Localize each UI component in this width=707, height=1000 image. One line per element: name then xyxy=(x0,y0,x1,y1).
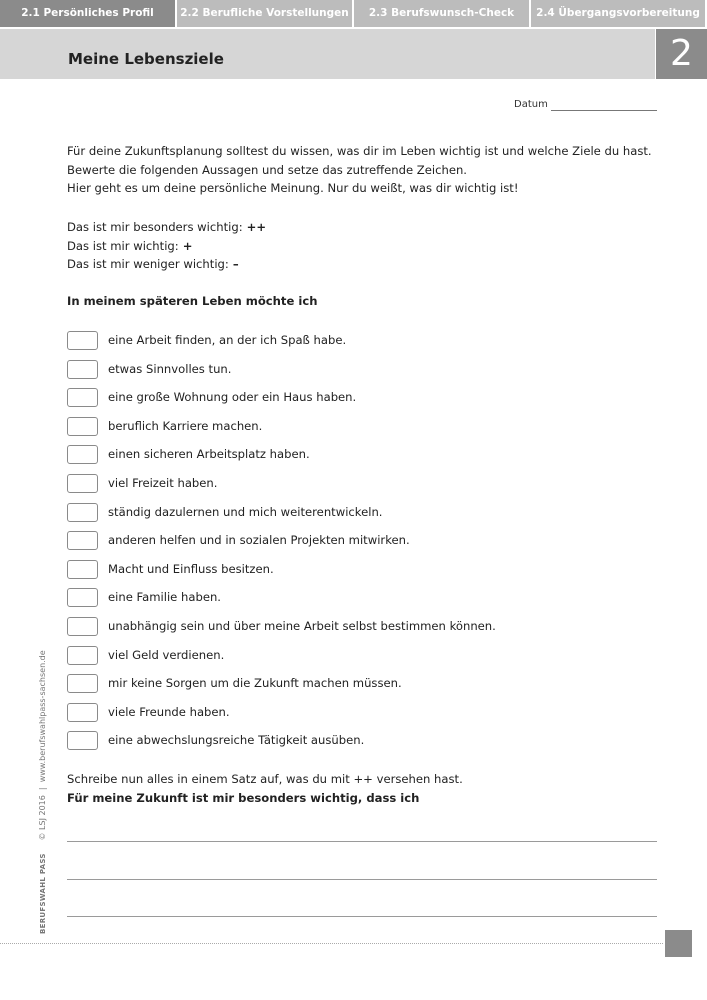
intro-line: Bewerte die folgenden Aussagen und setze das zutreffende Zeichen. xyxy=(67,162,467,177)
section-tabs xyxy=(0,0,707,27)
legend-row xyxy=(67,218,266,237)
tab-uebergangsvorbereitung[interactable]: 2.4 Übergangsvorbereitung xyxy=(531,0,705,27)
legend-row xyxy=(67,237,266,256)
rating-legend xyxy=(67,218,266,274)
list-item xyxy=(67,560,627,580)
legend-text: Das ist mir wichtig: xyxy=(67,238,179,253)
item-text: eine große Wohnung oder ein Haus haben. xyxy=(108,390,357,405)
rating-box[interactable] xyxy=(67,503,98,522)
rating-box[interactable] xyxy=(67,474,98,493)
copyright: © LSJ 2016 xyxy=(38,795,47,841)
rating-box[interactable] xyxy=(67,674,98,693)
item-text: einen sicheren Arbeitsplatz haben. xyxy=(108,447,310,462)
legend-text: Das ist mir besonders wichtig: xyxy=(67,220,243,234)
rating-box[interactable] xyxy=(67,360,98,379)
rating-box[interactable] xyxy=(67,531,98,550)
answer-line[interactable] xyxy=(67,916,657,917)
summary-prompt: Für meine Zukunft ist mir besonders wichtig, dass ich xyxy=(67,790,420,805)
intro-text xyxy=(67,142,652,198)
rating-box[interactable] xyxy=(67,417,98,436)
item-text: mir keine Sorgen um die Zukunft machen müssen. xyxy=(108,676,402,691)
item-text: eine Familie haben. xyxy=(108,590,221,605)
list-item xyxy=(67,674,627,694)
tab-berufswunsch-check[interactable]: 2.3 Berufswunsch-Check xyxy=(354,0,529,27)
legend-symbol: ++ xyxy=(246,220,267,234)
item-text: viel Freizeit haben. xyxy=(108,476,218,490)
footer-side-text: BERUFSWAHL PASS © LSJ 2016 | www.berufswahlpass-sachsen.de xyxy=(38,650,47,934)
intro-line: Hier geht es um deine persönliche Meinung. Nur du weißt, was dir wichtig ist! xyxy=(67,181,519,195)
answer-line[interactable] xyxy=(67,841,657,842)
item-text: Macht und Einfluss besitzen. xyxy=(108,561,274,576)
list-item xyxy=(67,503,627,523)
brand-logo: BERUFSWAHL PASS xyxy=(39,853,47,934)
item-text: eine Arbeit finden, an der ich Spaß habe. xyxy=(108,333,347,347)
list-item xyxy=(67,417,627,437)
datum-label: Datum xyxy=(514,99,548,110)
legend-text: Das ist mir weniger wichtig: xyxy=(67,257,229,271)
item-text: unabhängig sein und über meine Arbeit selbst bestimmen können. xyxy=(108,619,496,633)
list-item xyxy=(67,445,627,465)
section-heading: In meinem späteren Leben möchte ich xyxy=(67,294,318,308)
item-text: viel Geld verdienen. xyxy=(108,647,225,662)
list-item xyxy=(67,360,627,380)
item-text: beruflich Karriere machen. xyxy=(108,418,263,433)
item-text: etwas Sinnvolles tun. xyxy=(108,361,232,376)
answer-line[interactable] xyxy=(67,879,657,880)
list-item xyxy=(67,703,627,723)
list-item xyxy=(67,731,627,751)
item-text: viele Freunde haben. xyxy=(108,704,230,719)
list-item xyxy=(67,646,627,666)
footer-divider xyxy=(0,943,663,944)
tab-persoenliches-profil[interactable]: 2.1 Persönliches Profil xyxy=(0,0,175,27)
list-item xyxy=(67,331,627,351)
rating-box[interactable] xyxy=(67,331,98,350)
rating-box[interactable] xyxy=(67,731,98,750)
page-marker xyxy=(665,930,692,957)
chapter-number: 2 xyxy=(656,29,707,79)
item-text: anderen helfen und in sozialen Projekten mitwirken. xyxy=(108,533,410,548)
legend-row xyxy=(67,255,266,274)
rating-box[interactable] xyxy=(67,646,98,665)
rating-box[interactable] xyxy=(67,388,98,407)
legend-symbol: + xyxy=(182,238,193,253)
rating-box[interactable] xyxy=(67,617,98,636)
list-item xyxy=(67,588,627,608)
legend-symbol: – xyxy=(232,257,239,271)
summary-instructions xyxy=(67,770,463,807)
intro-line: Für deine Zukunftsplanung solltest du wissen, was dir im Leben wichtig ist und welche Ziele du hast. xyxy=(67,144,652,158)
footer-url: www.berufswahlpass-sachsen.de xyxy=(38,650,47,783)
rating-box[interactable] xyxy=(67,560,98,579)
datum-field[interactable] xyxy=(551,110,657,111)
list-item xyxy=(67,388,627,408)
list-item xyxy=(67,474,627,494)
rating-box[interactable] xyxy=(67,703,98,722)
item-text: ständig dazulernen und mich weiterentwickeln. xyxy=(108,504,383,519)
rating-box[interactable] xyxy=(67,445,98,464)
page-title: Meine Lebensziele xyxy=(68,50,224,68)
tab-berufliche-vorstellungen[interactable]: 2.2 Berufliche Vorstellungen xyxy=(177,0,352,27)
summary-instruction: Schreibe nun alles in einem Satz auf, was du mit ++ versehen hast. xyxy=(67,772,463,786)
item-text: eine abwechslungsreiche Tätigkeit ausüben. xyxy=(108,733,365,748)
list-item xyxy=(67,617,627,637)
list-item xyxy=(67,531,627,551)
rating-box[interactable] xyxy=(67,588,98,607)
